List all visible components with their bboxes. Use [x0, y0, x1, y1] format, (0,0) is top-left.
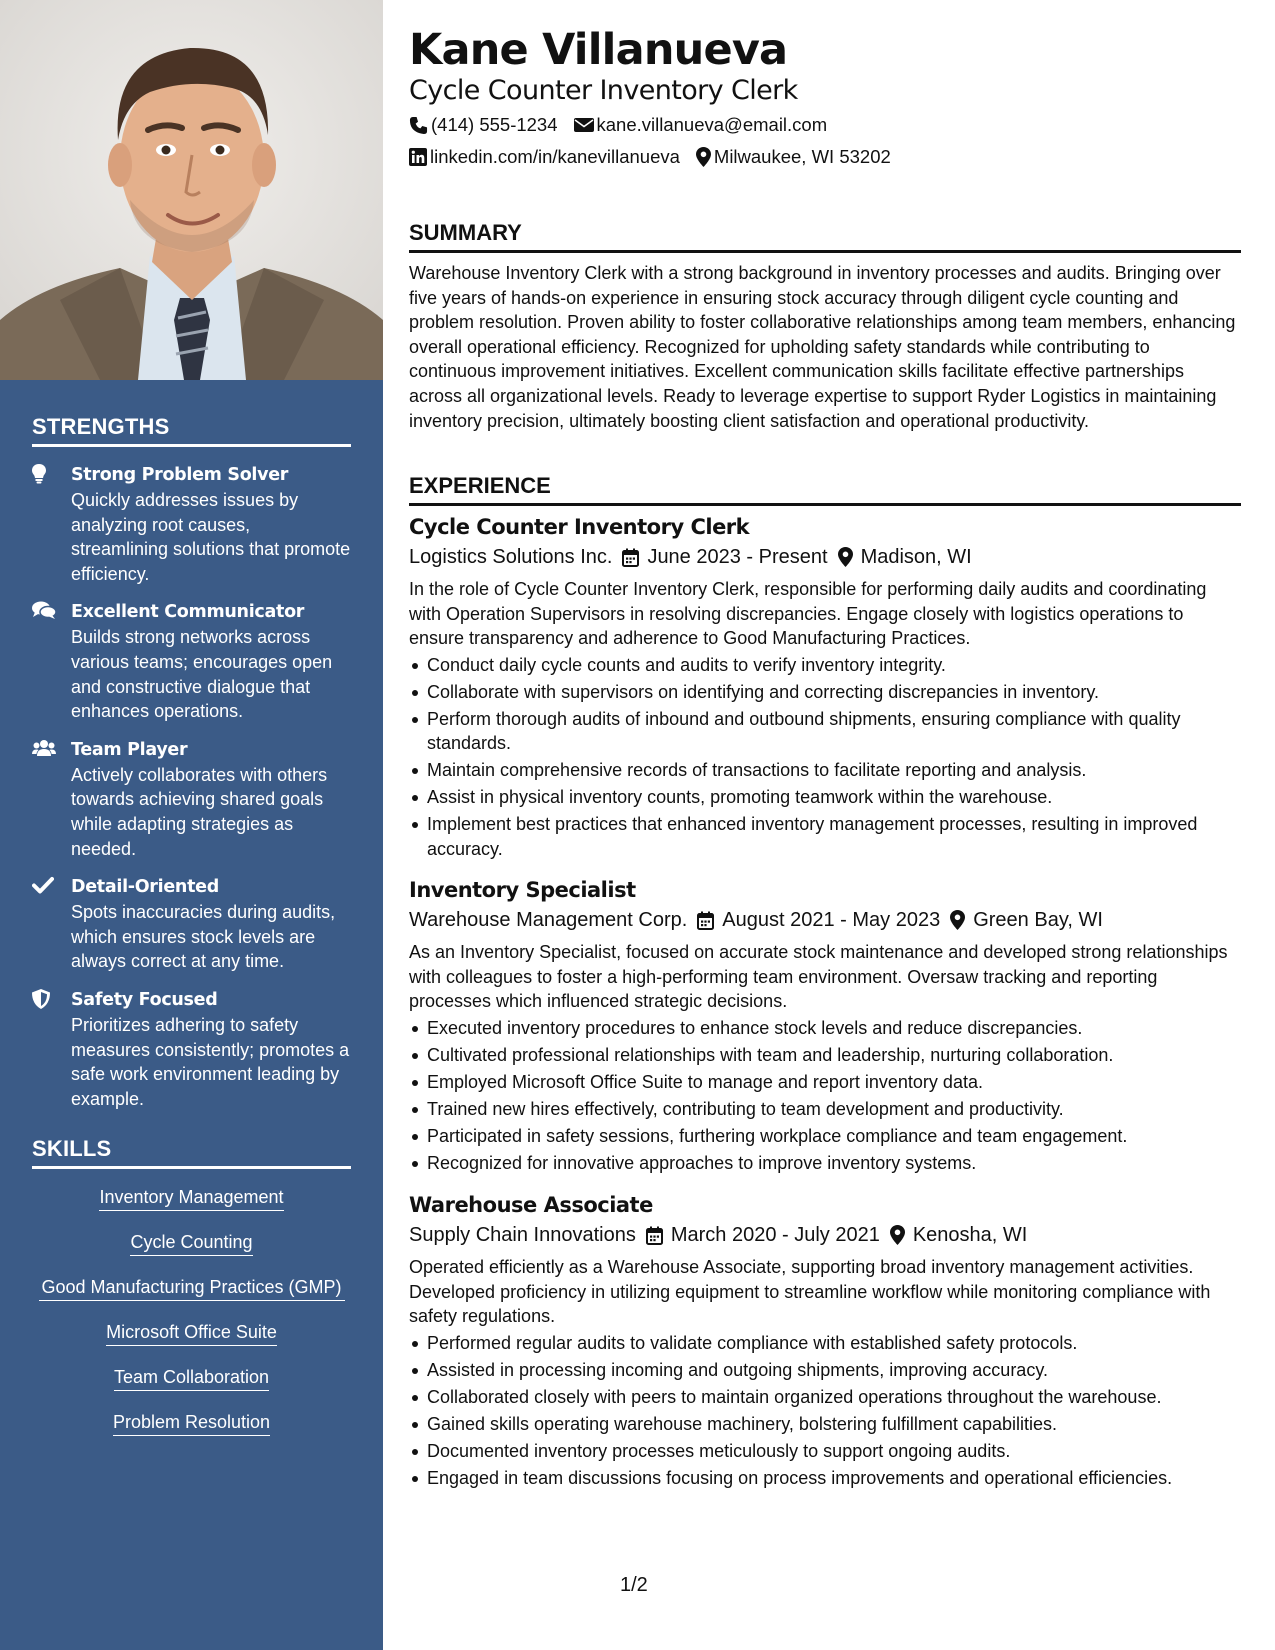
contact-row-2 — [409, 145, 907, 169]
strength-item — [32, 875, 351, 974]
skill-tag: Inventory Management — [99, 1185, 283, 1211]
location-text: Milwaukee, WI 53202 — [713, 146, 891, 167]
job-dates: June 2023 - Present — [647, 546, 828, 568]
job-location-item — [880, 1221, 1028, 1249]
contact-linkedin[interactable] — [409, 145, 680, 169]
job-bullet: Assist in physical inventory counts, promoting teamwork within the warehouse. — [409, 785, 1241, 809]
strength-desc: Builds strong networks across various teams; encourages open and constructive dialogue that enhances operations. — [71, 627, 333, 722]
strengths-title: STRENGTHS — [32, 414, 351, 447]
job-dates-item — [687, 906, 940, 934]
job-bullet: Performed regular audits to validate compliance with established safety protocols. — [409, 1331, 1241, 1355]
strength-item — [32, 463, 351, 586]
job-bullets — [409, 653, 1241, 861]
map-pin-icon — [696, 147, 711, 167]
strength-item — [32, 738, 351, 861]
strength-desc: Spots inaccuracies during audits, which ensures stock levels are always correct at any time. — [71, 902, 336, 972]
contact-email[interactable] — [574, 113, 828, 137]
job-dates: March 2020 - July 2021 — [670, 1224, 880, 1246]
job-company: Logistics Solutions Inc. — [409, 546, 613, 568]
job-dates-item — [612, 543, 827, 571]
calendar-icon — [646, 1226, 663, 1245]
job-title: Cycle Counter Inventory Clerk — [409, 515, 750, 539]
job-entry — [409, 876, 1241, 1178]
strength-title: Safety Focused — [71, 989, 218, 1010]
users-icon — [32, 739, 54, 759]
job-location: Green Bay, WI — [973, 909, 1103, 931]
job-location: Kenosha, WI — [912, 1224, 1028, 1246]
job-bullet: Gained skills operating warehouse machinery, bolstering fulfillment capabilities. — [409, 1412, 1241, 1436]
email-text[interactable]: kane.villanueva@email.com — [596, 114, 828, 135]
job-bullet: Cultivated professional relationships with team and leadership, nurturing collaboration. — [409, 1043, 1241, 1067]
skill-tag: Microsoft Office Suite — [106, 1320, 277, 1346]
map-pin-icon — [950, 910, 965, 930]
strengths-list — [32, 463, 351, 1111]
strength-title: Detail-Oriented — [71, 877, 219, 898]
strengths-section — [32, 414, 351, 1111]
job-bullet: Perform thorough audits of inbound and outbound shipments, ensuring compliance with quality standards. — [409, 707, 1241, 756]
summary-text: Warehouse Inventory Clerk with a strong background in inventory processes and audits. Bringing over five years of hands-on experience in ensuring stock accuracy through diligent cycle counting and problem resolution. Proven ability to foster collaborative relationships among team members, enhancing overall operational efficiency. Recognized for upholding safety standards while contributing to continuous improvement initiatives. Excellent communication skills facilitate effective partnerships across all organizational levels. Ready to leverage expertise to support Ryder Logistics in maintaining inventory precision, ultimately boosting client satisfaction and operational productivity. — [409, 263, 1236, 431]
linkedin-text[interactable]: linkedin.com/in/kanevillanueva — [430, 146, 680, 167]
job-bullets — [409, 1331, 1241, 1490]
phone-text: (414) 555-1234 — [431, 114, 558, 135]
envelope-icon — [574, 117, 594, 133]
lightbulb-icon — [32, 464, 54, 484]
job-location-item — [828, 543, 972, 571]
job-title: Inventory Specialist — [409, 878, 636, 902]
job-bullet: Trained new hires effectively, contributing to team development and productivity. — [409, 1097, 1241, 1121]
skill-tag: Good Manufacturing Practices (GMP) — [39, 1275, 345, 1301]
job-description: As an Inventory Specialist, focused on accurate stock maintenance and developed strong relationships with colleagues to foster a high-performing team environment. Oversaw tracking and reporting processes which influenced strategic decisions. — [409, 942, 1228, 1012]
skills-list — [32, 1185, 351, 1455]
strength-desc: Prioritizes adhering to safety measures consistently; promotes a safe work environment leading by example. — [71, 1014, 350, 1109]
candidate-name: Kane Villanueva — [409, 25, 788, 75]
shield-icon — [32, 989, 54, 1009]
job-bullet: Conduct daily cycle counts and audits to verify inventory integrity. — [409, 653, 1241, 677]
job-description: Operated efficiently as a Warehouse Associate, supporting broad inventory management activities. Developed proficiency in utilizing equipment to streamline workflow while monitoring compliance with safety regulations. — [409, 1257, 1211, 1327]
strength-desc: Quickly addresses issues by analyzing root causes, streamlining solutions that promote efficiency. — [71, 490, 351, 584]
job-bullet: Maintain comprehensive records of transactions to facilitate reporting and analysis. — [409, 758, 1241, 782]
check-icon — [32, 876, 54, 896]
strength-item — [32, 988, 351, 1111]
summary-title: SUMMARY — [409, 220, 1241, 253]
contact-row-1 — [409, 113, 843, 137]
job-bullet: Participated in safety sessions, furthering workplace compliance and team engagement. — [409, 1124, 1241, 1148]
map-pin-icon — [838, 547, 853, 567]
job-meta — [409, 906, 1241, 934]
strength-title: Team Player — [71, 739, 188, 760]
skill-tag: Team Collaboration — [114, 1365, 269, 1391]
profile-photo — [0, 0, 383, 380]
job-bullet: Collaborate with supervisors on identifying and correcting discrepancies in inventory. — [409, 680, 1241, 704]
skills-title: SKILLS — [32, 1136, 351, 1169]
job-bullet: Executed inventory procedures to enhance stock levels and reduce discrepancies. — [409, 1016, 1241, 1040]
strength-desc: Actively collaborates with others towards achieving shared goals while adapting strategies as needed. — [71, 764, 328, 859]
map-pin-icon — [890, 1225, 905, 1245]
job-company: Warehouse Management Corp. — [409, 909, 688, 931]
job-bullets — [409, 1016, 1241, 1175]
calendar-icon — [622, 548, 639, 567]
skill-tag: Problem Resolution — [113, 1410, 270, 1436]
skill-tag: Cycle Counting — [130, 1230, 252, 1256]
job-bullet: Implement best practices that enhanced inventory management processes, resulting in improved accuracy. — [409, 812, 1241, 861]
job-bullet: Documented inventory processes meticulously to support ongoing audits. — [409, 1439, 1241, 1463]
job-location: Madison, WI — [860, 546, 972, 568]
job-bullet: Engaged in team discussions focusing on process improvements and operational efficiencies. — [409, 1466, 1241, 1490]
job-location-item — [940, 906, 1103, 934]
job-bullet: Assisted in processing incoming and outgoing shipments, improving accuracy. — [409, 1358, 1241, 1382]
job-company: Supply Chain Innovations — [409, 1224, 636, 1246]
calendar-icon — [697, 911, 714, 930]
contact-phone — [409, 113, 558, 137]
job-bullet: Recognized for innovative approaches to improve inventory systems. — [409, 1151, 1241, 1175]
skills-section — [32, 1136, 351, 1455]
strength-item — [32, 600, 351, 723]
job-description: In the role of Cycle Counter Inventory Clerk, responsible for performing daily audits and coordinating with Operation Supervisors in resolving discrepancies. Engage closely with logistics operations to ensure transparency and adherence to Good Manufacturing Practices. — [409, 579, 1207, 649]
job-meta — [409, 543, 1241, 571]
strength-title: Excellent Communicator — [71, 602, 305, 623]
job-dates-item — [636, 1221, 880, 1249]
comments-icon — [32, 601, 54, 621]
job-dates: August 2021 - May 2023 — [722, 909, 941, 931]
job-bullet: Collaborated closely with peers to maintain organized operations throughout the warehouse. — [409, 1385, 1241, 1409]
job-bullet: Employed Microsoft Office Suite to manage and report inventory data. — [409, 1070, 1241, 1094]
job-title: Warehouse Associate — [409, 1193, 653, 1217]
job-entry — [409, 1191, 1241, 1493]
experience-title: EXPERIENCE — [409, 473, 1241, 506]
sidebar — [0, 0, 383, 1650]
linkedin-icon — [409, 148, 427, 166]
contact-location — [696, 145, 891, 169]
phone-icon — [409, 116, 428, 135]
job-entry — [409, 513, 1241, 864]
candidate-role: Cycle Counter Inventory Clerk — [409, 75, 798, 106]
job-meta — [409, 1221, 1241, 1249]
page-number: 1/2 — [620, 1574, 648, 1596]
strength-title: Strong Problem Solver — [71, 465, 289, 485]
